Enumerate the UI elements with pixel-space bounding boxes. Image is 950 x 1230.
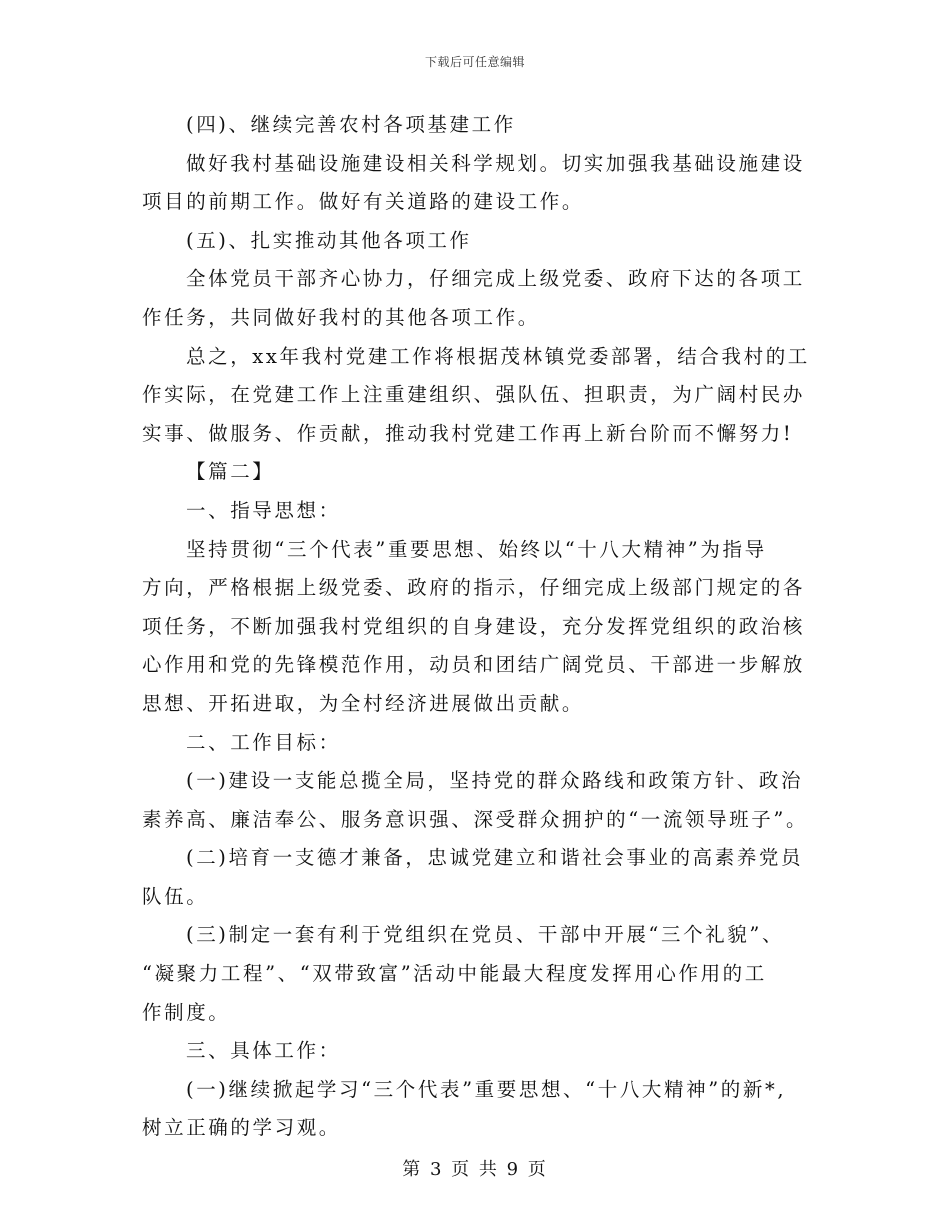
paragraph-line: 素养高、廉洁奉公、服务意识强、深受群众拥护的“一流领导班子”。 (142, 807, 809, 831)
paragraph-line: 思想、开拓进取，为全村经济进展做出贡献。 (142, 691, 585, 715)
section-heading: 一、指导思想： (186, 498, 341, 522)
paragraph-line: 项目的前期工作。做好有关道路的建设工作。 (142, 190, 585, 214)
paragraph-line: (五)、扎实推动其他各项工作 (186, 228, 472, 252)
section-heading: 【篇二】 (186, 460, 275, 484)
paragraph-line: 总之，xx年我村党建工作将根据茂林镇党委部署，结合我村的工 (186, 344, 810, 368)
paragraph-line: 项任务，不断加强我村党组织的自身建设，充分发挥党组织的政治核 (142, 614, 806, 638)
page-header: 下载后可任意编辑 (424, 55, 525, 69)
page-number: 第 3 页 共 9 页 (402, 1159, 548, 1180)
section-heading: 二、工作目标： (186, 730, 341, 754)
paragraph-line: 坚持贯彻“三个代表”重要思想、始终以“十八大精神”为指导 (186, 537, 767, 561)
paragraph-line: 队伍。 (142, 884, 209, 908)
paragraph-line: (一)继续掀起学习“三个代表”重要思想、“十八大精神”的新*, (186, 1077, 787, 1101)
paragraph-line: 做好我村基础设施建设相关科学规划。切实加强我基础设施建设 (186, 151, 805, 175)
paragraph-line: 实事、做服务、作贡献，推动我村党建工作再上新台阶而不懈努力! (142, 421, 794, 445)
paragraph-line: 方向，严格根据上级党委、政府的指示，仔细完成上级部门规定的各 (142, 576, 806, 600)
section-heading: 三、具体工作： (186, 1039, 341, 1063)
paragraph-line: (二)培育一支德才兼备，忠诚党建立和谐社会事业的高素养党员 (186, 846, 804, 870)
paragraph-line: (四)、继续完善农村各项基建工作 (186, 113, 516, 136)
paragraph-line: (一)建设一支能总揽全局，坚持党的群众路线和政策方针、政治 (186, 769, 804, 793)
paragraph-line: “凝聚力工程”、“双带致富”活动中能最大程度发挥用心作用的工 (142, 962, 767, 986)
document-body (142, 106, 812, 1148)
paragraph-line: 心作用和党的先锋模范作用，动员和团结广阔党员、干部进一步解放 (142, 653, 806, 677)
paragraph-line: 作实际，在党建工作上注重建组织、强队伍、担职责，为广阔村民办 (142, 383, 806, 407)
paragraph-line: 作制度。 (142, 1000, 231, 1024)
paragraph-line: 全体党员干部齐心协力，仔细完成上级党委、政府下达的各项工 (186, 267, 805, 291)
paragraph-line: 树立正确的学习观。 (142, 1116, 341, 1140)
paragraph-line: 作任务，共同做好我村的其他各项工作。 (142, 305, 540, 329)
paragraph-line: (三)制定一套有利于党组织在党员、干部中开展“三个礼貌”、 (186, 923, 785, 947)
